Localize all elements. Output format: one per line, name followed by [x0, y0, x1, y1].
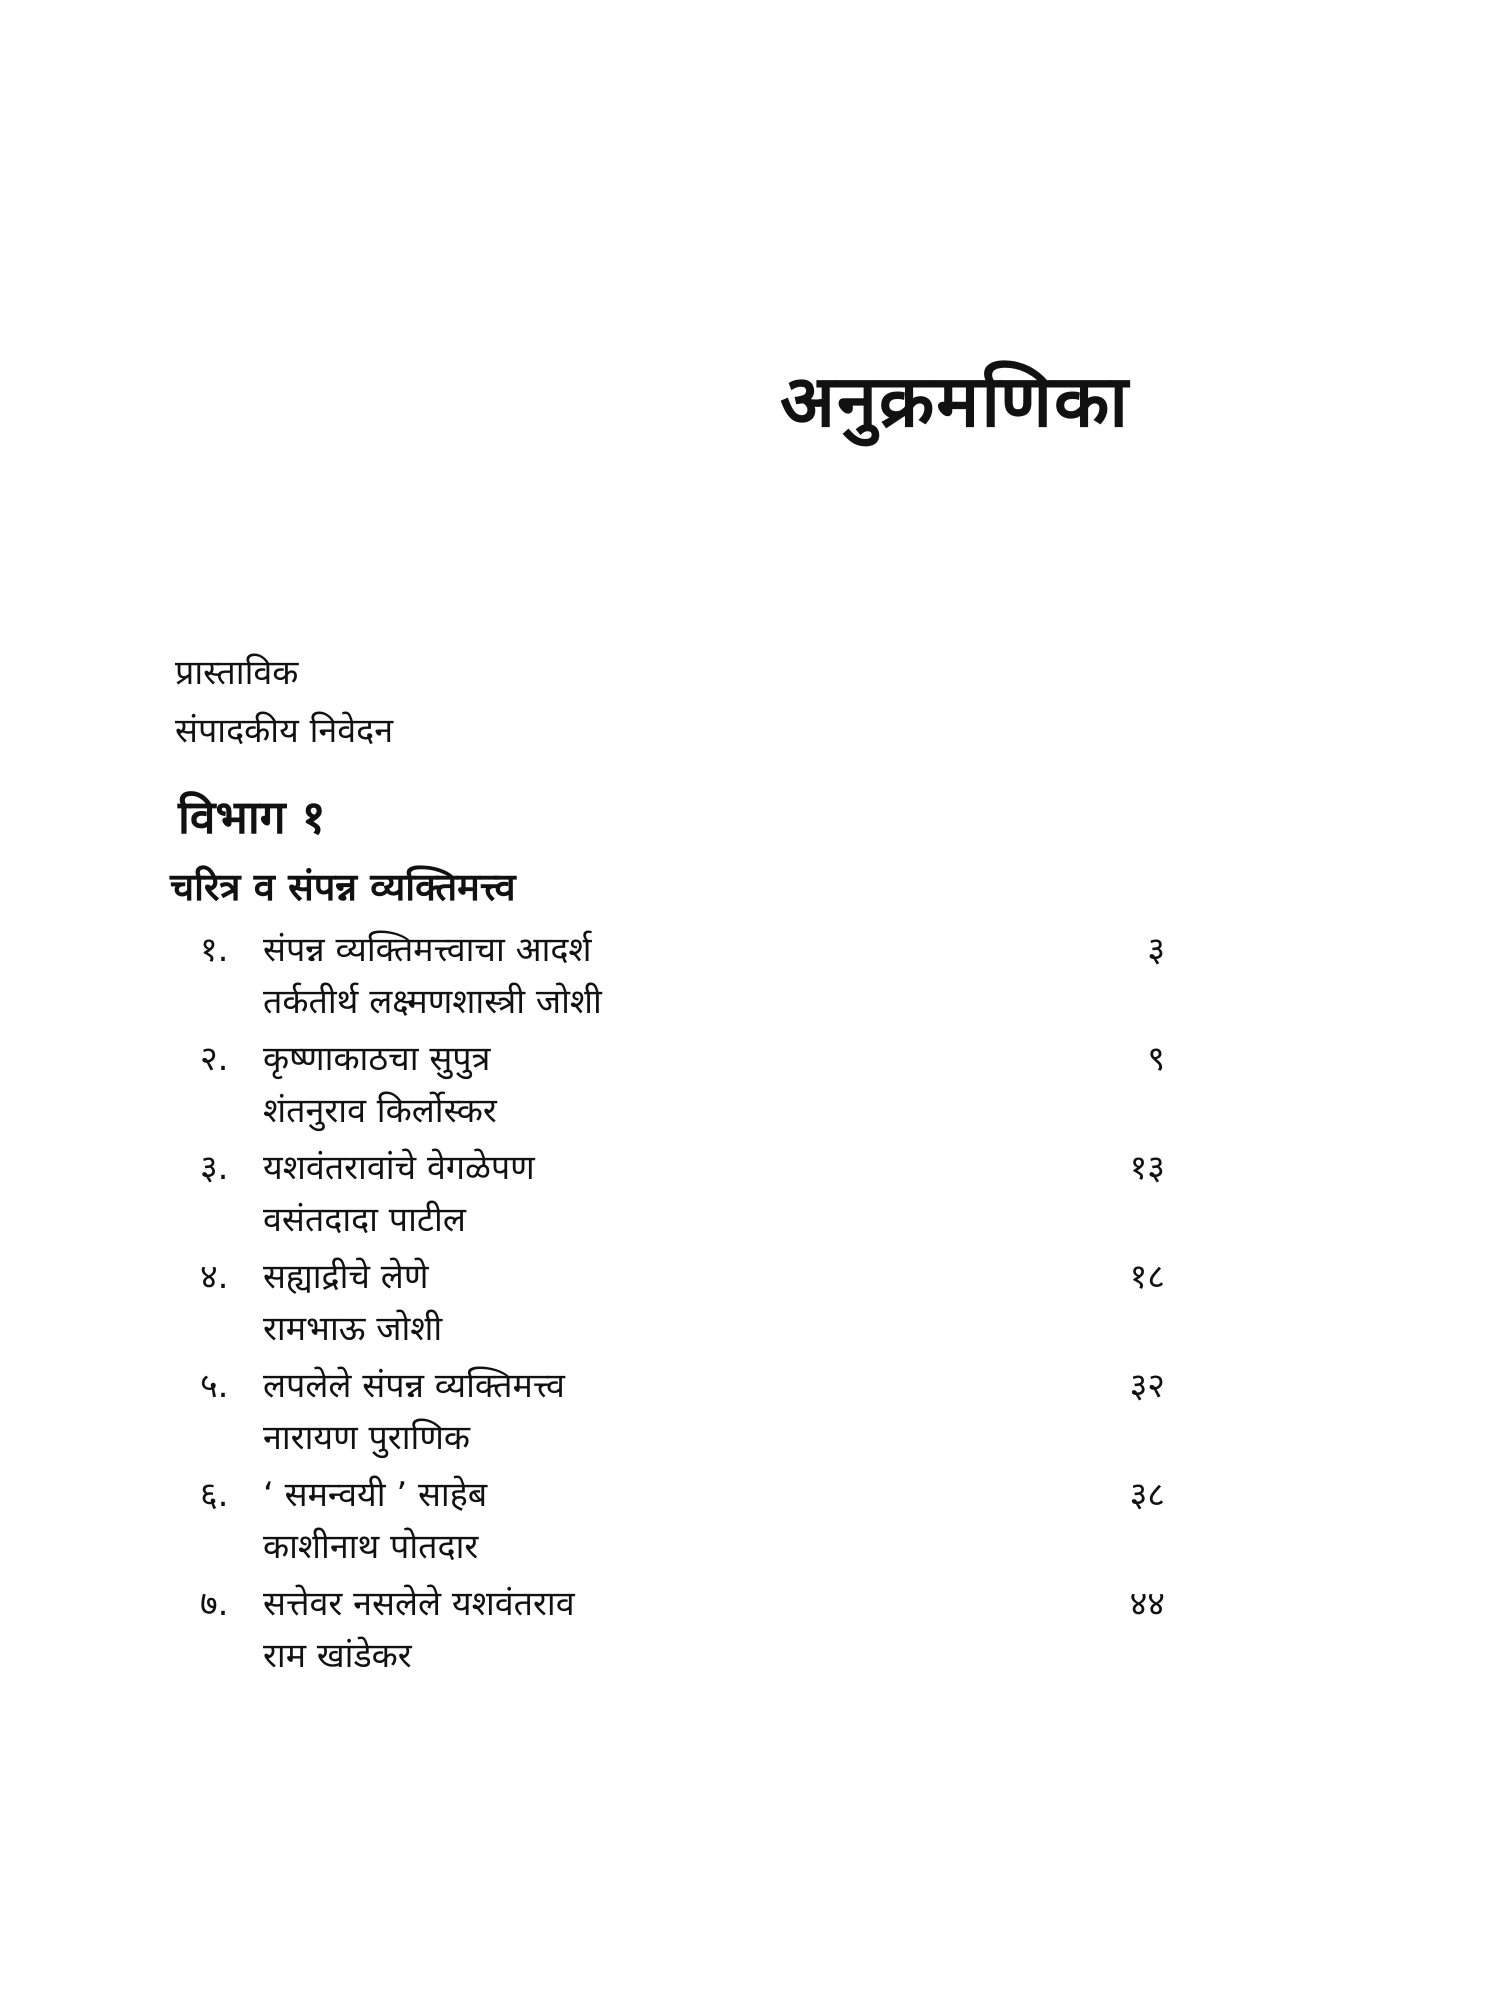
toc-entry — [200, 1252, 1165, 1361]
entry-title: ‘ समन्वयी ’ साहेब — [263, 1475, 488, 1515]
entry-page-number: १३ — [1129, 1148, 1165, 1188]
entry-title: संपन्न व्यक्तिमत्त्वाचा आदर्श — [263, 930, 592, 970]
toc-entries — [200, 925, 1165, 1688]
front-matter-preface: प्रास्ताविक — [175, 653, 299, 693]
entry-title: लपलेले संपन्न व्यक्तिमत्त्व — [263, 1366, 565, 1406]
toc-entry — [200, 1143, 1165, 1252]
entry-number: १. — [200, 930, 229, 970]
entry-number: ४. — [200, 1257, 229, 1297]
page-title: अनुक्रमणिका — [780, 359, 1130, 443]
entry-page-number: ४४ — [1129, 1584, 1165, 1624]
entry-number: ३. — [200, 1148, 229, 1188]
entry-title: सह्याद्रीचे लेणे — [263, 1257, 429, 1297]
entry-title: सत्तेवर नसलेले यशवंतराव — [263, 1584, 575, 1624]
toc-entry — [200, 1034, 1165, 1143]
entry-author: राम खांडेकर — [263, 1636, 412, 1676]
front-matter-editorial-note: संपादकीय निवेदन — [175, 711, 394, 751]
entry-page-number: ९ — [1147, 1039, 1165, 1079]
entry-number: ५. — [200, 1366, 229, 1406]
entry-title: कृष्णाकाठचा सुपुत्र — [263, 1039, 491, 1079]
section-heading: विभाग १ — [178, 790, 326, 844]
entry-author: नारायण पुराणिक — [263, 1418, 471, 1458]
entry-page-number: ३२ — [1129, 1366, 1165, 1406]
entry-author: तर्कतीर्थ लक्ष्मणशास्त्री जोशी — [263, 982, 602, 1022]
entry-author: काशीनाथ पोतदार — [263, 1527, 479, 1567]
toc-entry — [200, 925, 1165, 1034]
entry-author: वसंतदादा पाटील — [263, 1200, 466, 1240]
entry-number: २. — [200, 1039, 229, 1079]
entry-author: शंतनुराव किर्लोस्कर — [263, 1091, 497, 1131]
entry-number: ६. — [200, 1475, 229, 1515]
entry-title: यशवंतरावांचे वेगळेपण — [263, 1148, 535, 1188]
entry-page-number: ३ — [1147, 930, 1165, 970]
section-subtitle: चरित्र व संपन्न व्यक्तिमत्त्व — [170, 865, 516, 909]
toc-entry — [200, 1579, 1165, 1688]
entry-author: रामभाऊ जोशी — [263, 1309, 443, 1349]
toc-entry — [200, 1470, 1165, 1579]
toc-entry — [200, 1361, 1165, 1470]
entry-number: ७. — [200, 1584, 229, 1624]
entry-page-number: १८ — [1129, 1257, 1165, 1297]
entry-page-number: ३८ — [1129, 1475, 1165, 1515]
